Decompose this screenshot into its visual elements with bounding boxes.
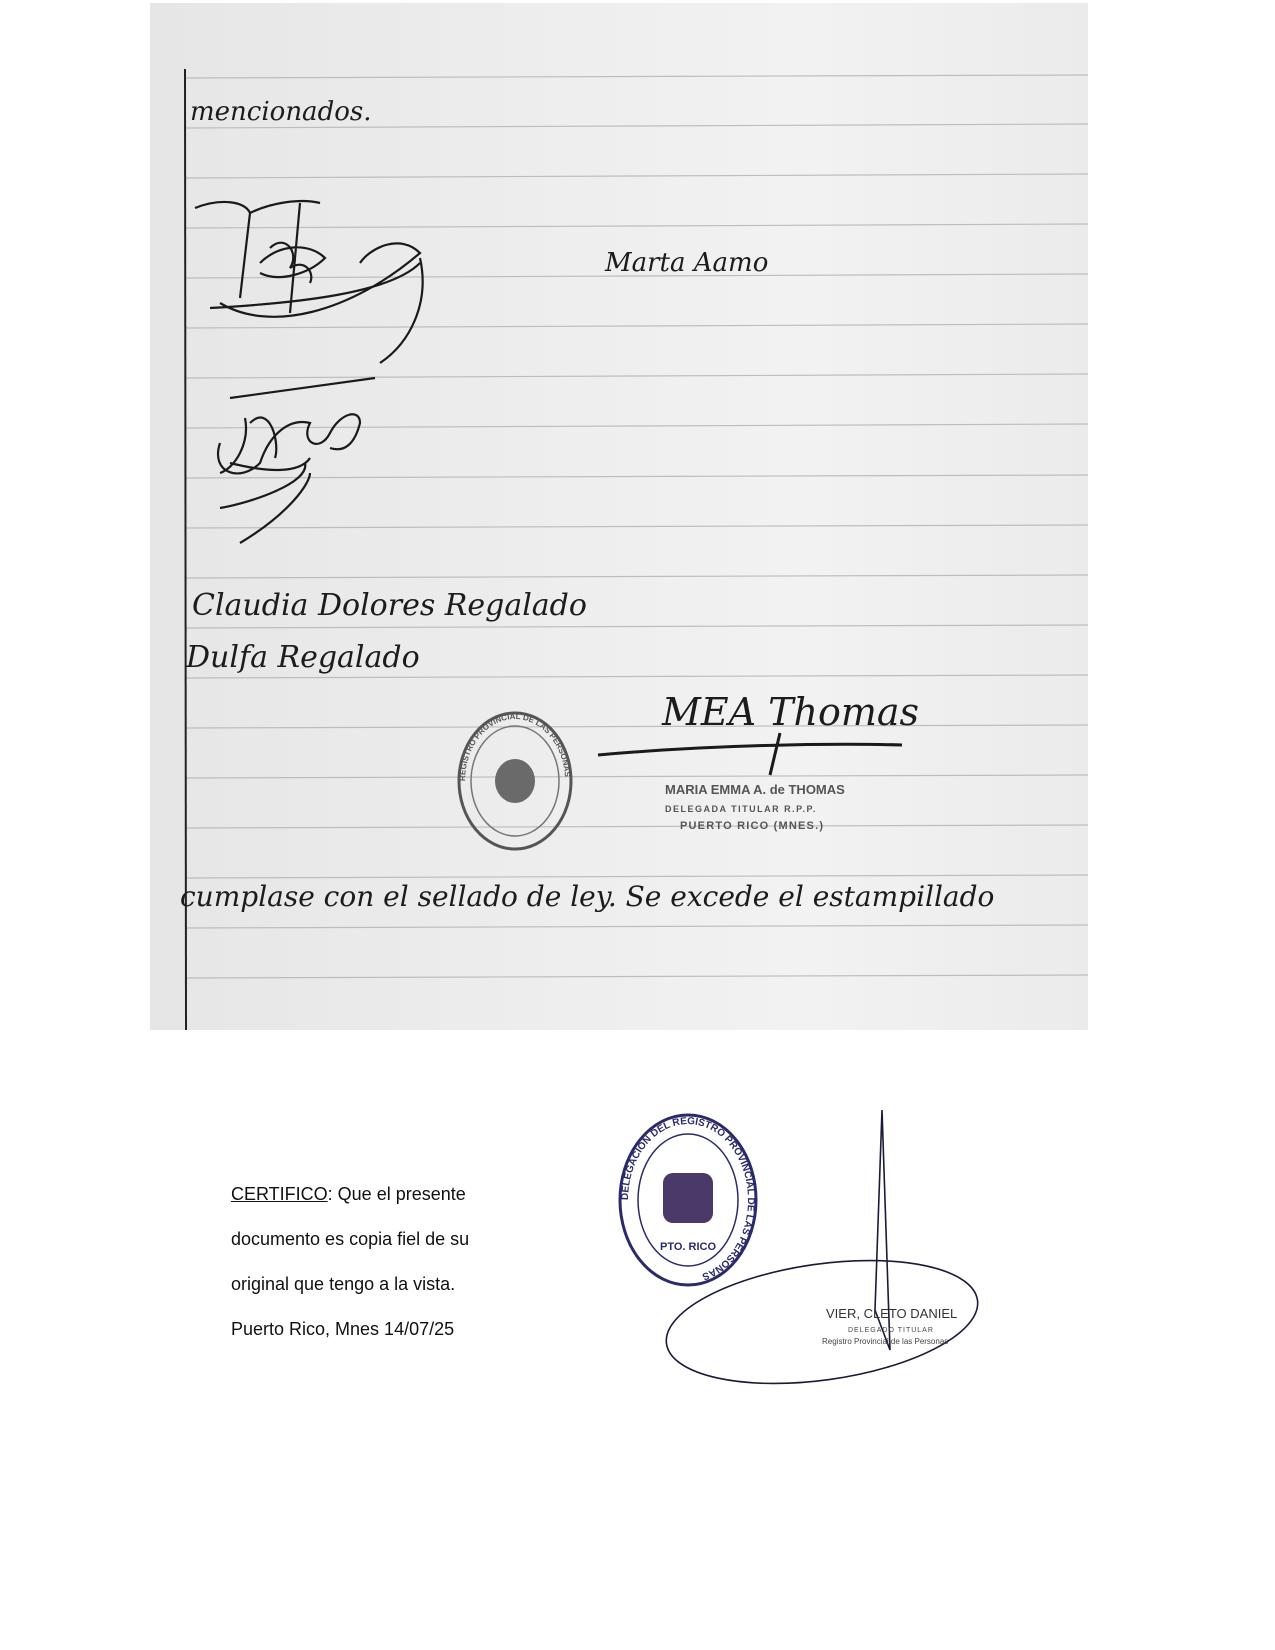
signature-thomas: MEA Thomas — [662, 690, 920, 734]
certification-line1: : Que el presente — [327, 1184, 466, 1204]
handwritten-line-mencionados: mencionados. — [190, 97, 372, 127]
certification-line2: documento es copia fiel de su — [231, 1229, 470, 1249]
delegate-signature — [658, 1110, 985, 1401]
registrar-stamp-location: PUERTO RICO (MNES.) — [680, 820, 825, 832]
certification-seal-area — [600, 1100, 1020, 1420]
delegate-stamp-org: Registro Provincial de las Personas — [822, 1337, 949, 1346]
seal-emblem-icon — [663, 1173, 713, 1223]
round-seal-2 — [620, 1115, 756, 1285]
round-seal-2-ring-text: DELEGACIÓN DEL REGISTRO PROVINCIAL DE LAS PERSONAS — [619, 1115, 757, 1282]
certification-text — [231, 1178, 531, 1358]
delegate-stamp-role: DELEGADO TITULAR — [848, 1327, 934, 1334]
round-seal-1-text: REGISTRO PROVINCIAL DE LAS PERSONAS — [457, 711, 572, 782]
delegate-stamp-name: VIER, CLETO DANIEL — [826, 1306, 958, 1321]
round-seal-1 — [458, 712, 572, 849]
handwritten-closing-line: cumplase con el sellado de ley. Se excede el estampillado — [180, 880, 995, 913]
certification-label: CERTIFICO — [231, 1184, 328, 1204]
handwritten-name-dulfa: Dulfa Regalado — [186, 640, 420, 675]
round-seal-2-bottom-text: PTO. RICO — [659, 1241, 717, 1253]
handwritten-name-claudia: Claudia Dolores Regalado — [192, 588, 587, 623]
signature-thomas-underline — [598, 733, 902, 775]
certification-place-date: Puerto Rico, Mnes 14/07/25 — [231, 1319, 455, 1339]
scanned-ledger-page — [150, 3, 1088, 1030]
signature-1 — [195, 201, 423, 363]
registrar-stamp-role: DELEGADA TITULAR R.P.P. — [665, 804, 817, 814]
registrar-stamp-name: MARIA EMMA A. de THOMAS — [665, 782, 845, 797]
signature-2 — [218, 378, 375, 543]
certification-line3: original que tengo a la vista. — [231, 1274, 456, 1294]
signature-marta: Marta Aamo — [605, 248, 769, 278]
